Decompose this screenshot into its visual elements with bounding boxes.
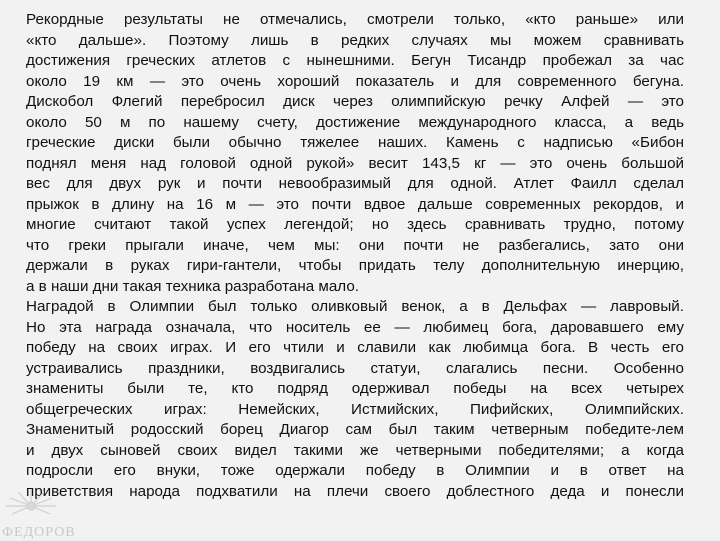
text-line: и двух сыновей своих видел такими же четверными победителями; а когда (26, 441, 684, 459)
text-line: «кто дальше». Поэтому лишь в редких случаях мы можем сравнивать (26, 31, 684, 49)
text-line: победу на своих играх. И его чтили и славили как любимца бога. В честь его (26, 339, 684, 356)
text-line: общегреческих играх: Немейских, Истмийских, Пифийских, Олимпийских. (26, 400, 684, 418)
text-line: а в наши дни такая техника разработана мало. (26, 277, 359, 295)
text-line: около 19 км — это очень хороший показатель и для современного бегуна. (26, 72, 684, 90)
text-line: приветствия народа подхватили на плечи своего доблестного деда и понесли (26, 482, 684, 500)
text-line: Рекордные результаты не отмечались, смотрели только, «кто раньше» или (26, 11, 684, 28)
text-line: устраивались праздники, воздвигались статуи, слагались песни. Особенно (26, 359, 684, 377)
text-line: что греки прыгали иначе, чем мы: они почти не разбегались, зато они (26, 236, 684, 254)
document-text (26, 10, 684, 502)
text-line: Дискобол Флегий перебросил диск через олимпийскую речку Алфей — это (26, 93, 684, 110)
text-line: Знаменитый родосский борец Диагор сам был таким четверным победите-лем (26, 421, 684, 438)
watermark-logo-text: ФЕДОРОВ (2, 525, 76, 540)
text-line: Но эта награда означала, что носитель ее — любимец бога, даровавшего ему (26, 318, 684, 336)
text-line: прыжок в длину на 16 м — это почти вдвое дальше современных рекордов, и (26, 195, 684, 213)
text-line: около 50 м по нашему счету, достижение международного класса, а ведь (26, 113, 684, 131)
text-line: греческие диски были обычно тяжелее наших. Камень с надписью «Бибон (26, 134, 684, 151)
text-line: вес для двух рук и почти невообразимый для одной. Атлет Фаилл сделал (26, 175, 684, 192)
text-line: достижения греческих атлетов с нынешними. Бегун Тисандр пробежал за час (26, 52, 684, 69)
text-line: поднял меня над головой одной рукой» весит 143,5 кг — это очень большой (26, 154, 684, 172)
text-line: знамениты были те, кто подряд одерживал победы на всех четырех (26, 380, 684, 397)
text-line: многие считают такой успех легендой; но здесь сравнивать трудно, потому (26, 216, 684, 233)
text-line: держали в руках гири-гантели, чтобы придать телу дополнительную инерцию, (26, 257, 684, 274)
text-line: подросли его внуки, тоже одержали победу в Олимпии и в ответ на (26, 462, 684, 479)
text-line: Наградой в Олимпии был только оливковый венок, а в Дельфах — лавровый. (26, 298, 684, 315)
